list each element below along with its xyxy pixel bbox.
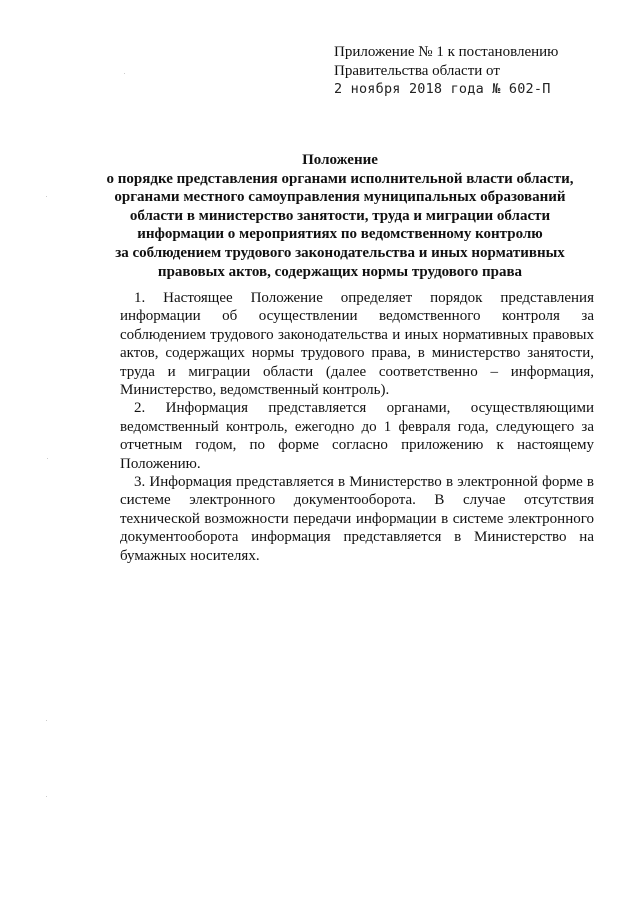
- document-title: [90, 151, 590, 281]
- title-line-3: области в министерство занятости, труда и миграции области: [129, 207, 551, 224]
- scan-speck: [46, 796, 47, 797]
- title-heading: Положение: [302, 152, 378, 168]
- title-line-6: правовых актов, содержащих нормы трудового права: [157, 263, 523, 280]
- title-line-2: органами местного самоуправления муниципальных образований: [114, 189, 566, 206]
- appendix-reference: [334, 43, 624, 99]
- appendix-line-1: Приложение № 1 к постановлению: [334, 44, 559, 60]
- scan-speck: [46, 196, 47, 197]
- paragraph-1: 1. Настоящее Положение определяет порядок представления информации об осуществлении ведомственного контроля за соблюдением трудового законодательства и иных нормативных правовых актов, содержащих нормы трудового права, в министерство занятости, труда и миграции области (далее соответственно – информация, Министерство, ведомственный контроль).: [120, 290, 594, 399]
- paragraph-3: 3. Информация представляется в Министерство в электронной форме в системе электронного документооборота. В случае отсутствия технической возможности передачи информации в системе электронного документооборота информация представляется в Министерство на бумажных носителях.: [120, 474, 594, 564]
- title-line-1: о порядке представления органами исполнительной власти области,: [106, 170, 574, 187]
- scan-speck: [46, 720, 47, 721]
- appendix-line-2: Правительства области от: [334, 62, 500, 79]
- appendix-date-line: 2 ноября 2018 года № 602-П: [334, 81, 551, 97]
- scan-speck: [124, 73, 125, 74]
- paragraph-2: 2. Информация представляется органами, осуществляющими ведомственный контроль, ежегодно до 1 февраля года, следующего за отчетным годом, по форме согласно приложению к настоящему Положению.: [120, 400, 594, 472]
- title-line-4: информации о мероприятиях по ведомственному контролю: [137, 226, 543, 243]
- scan-speck: [47, 458, 48, 459]
- document-body: [120, 289, 594, 565]
- title-line-5: за соблюдением трудового законодательства и иных нормативных: [115, 244, 565, 261]
